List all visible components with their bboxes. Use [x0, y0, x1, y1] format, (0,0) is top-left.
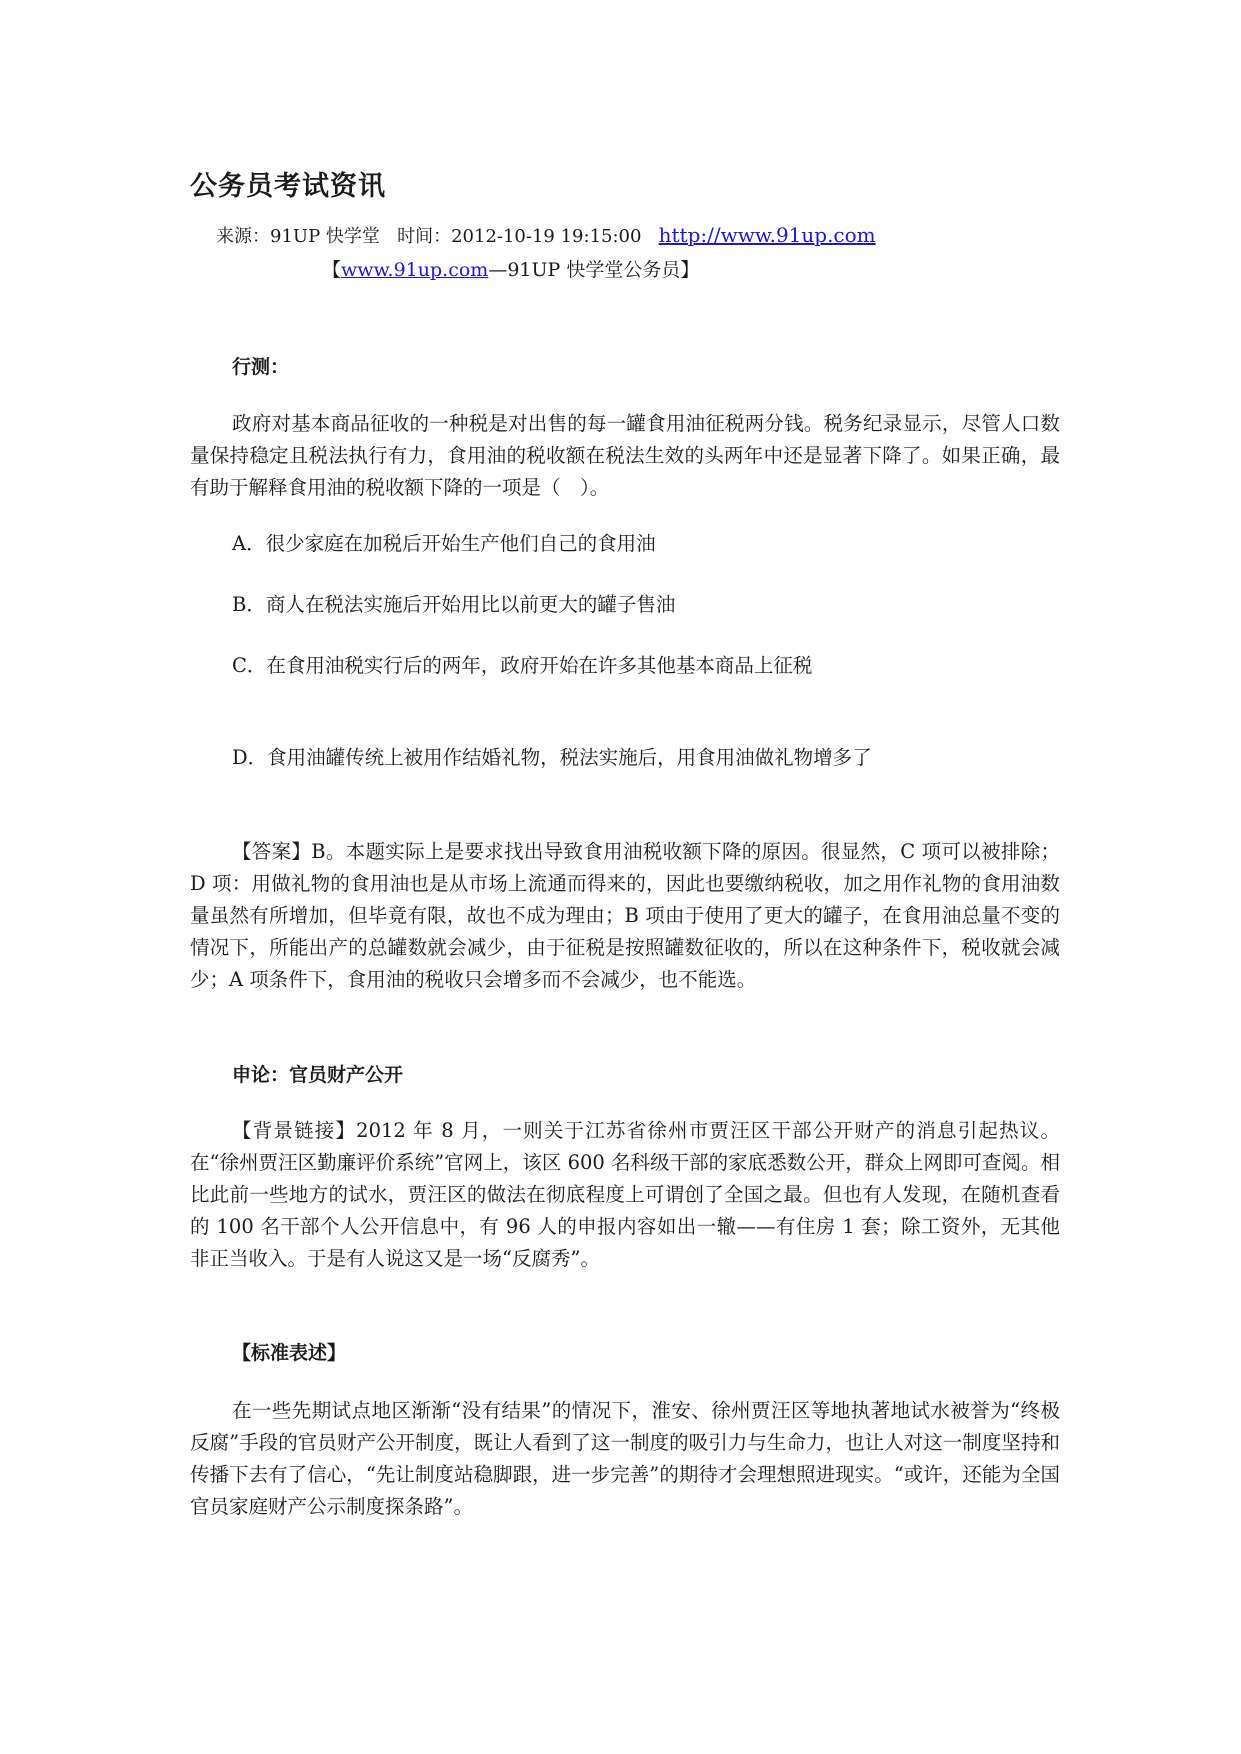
page-title: 公务员考试资讯 [190, 171, 386, 202]
section-heading-xingce: 行测： [232, 356, 290, 378]
banner-text: —91UP 快学堂公务员】 [488, 259, 700, 281]
answer-paragraph: 【答案】B。本题实际上是要求找出导致食用油税收额下降的原因。很显然，C 项可以被排除；D 项：用做礼物的食用油也是从市场上流通而得来的，因此也要缴纳税收，加之用作礼物的食用油数量虽然有所增加，但毕竟有限，故也不成为理由；B 项由于使用了更大的罐子，在食用油总量不变的情况下，所能出产的总罐数就会减少，由于征税是按照罐数征收的，所以在这种条件下，税收就会减少；A 项条件下，食用油的税收只会增多而不会减少，也不能选。 [190, 840, 1060, 991]
site-banner [322, 255, 699, 282]
option-d: D．食用油罐传统上被用作结婚礼物，税法实施后，用食用油做礼物增多了 [232, 746, 872, 769]
question-paragraph: 政府对基本商品征收的一种税是对出售的每一罐食用油征税两分钱。税务纪录显示，尽管人口数量保持稳定且税法执行有力，食用油的税收额在税法生效的头两年中还是显著下降了。如果正确，最有助于解释食用油的税收额下降的一项是（ ）。 [190, 412, 1060, 499]
option-c: C．在食用油税实行后的两年，政府开始在许多其他基本商品上征税 [232, 654, 813, 677]
source-url-link[interactable]: http://www.91up.com [658, 223, 876, 247]
site-link[interactable]: www.91up.com [341, 259, 489, 281]
section-heading-shenlun: 申论：官员财产公开 [232, 1064, 404, 1086]
article-meta [216, 222, 876, 248]
option-a: A．很少家庭在加税后开始生产他们自己的食用油 [232, 532, 656, 555]
standard-heading: 【标准表述】 [232, 1342, 347, 1364]
standard-paragraph: 在一些先期试点地区渐渐“没有结果”的情况下，淮安、徐州贾汪区等地执著地试水被誉为“终极反腐”手段的官员财产公开制度，既让人看到了这一制度的吸引力与生命力，也让人对这一制度坚持和传播下去有了信心，“先让制度站稳脚跟，进一步完善”的期待才会理想照进现实。“或许，还能为全国官员家庭财产公示制度探条路”。 [190, 1399, 1060, 1518]
source-label: 来源：91UP 快学堂 [216, 226, 380, 247]
bracket-open: 【 [322, 259, 342, 281]
option-b: B．商人在税法实施后开始用比以前更大的罐子售油 [232, 593, 676, 616]
time-label: 时间：2012-10-19 19:15:00 [397, 226, 642, 247]
background-paragraph: 【背景链接】2012 年 8 月，一则关于江苏省徐州市贾汪区干部公开财产的消息引起热议。在“徐州贾汪区勤廉评价系统”官网上，该区 600 名科级干部的家底悉数公开，群众上网即可查阅。相比此前一些地方的试水，贾汪区的做法在彻底程度上可谓创了全国之最。但也有人发现，在随机查看的 100 名干部个人公开信息中，有 96 人的申报内容如出一辙——有住房 1 套；除工资外，无其他非正当收入。于是有人说这又是一场“反腐秀”。 [190, 1119, 1060, 1270]
